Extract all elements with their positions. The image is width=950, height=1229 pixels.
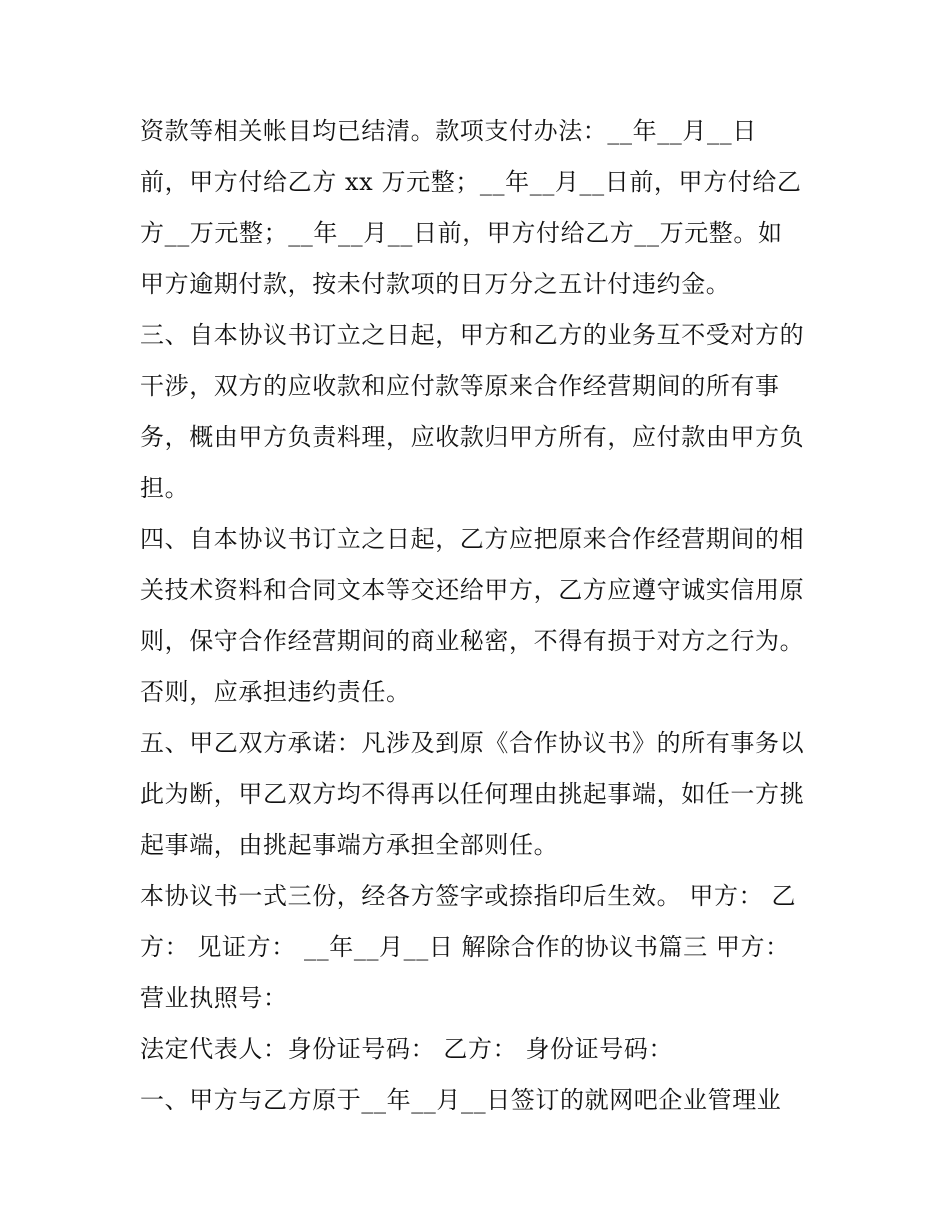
text-line: 资款等相关帐目均已结清。款项支付办法：__年__月__日 xyxy=(140,117,757,145)
text-line: 否则，应承担违约责任。 xyxy=(140,678,411,706)
text-line: 此为断，甲乙双方均不得再以任何理由挑起事端，如任一方挑 xyxy=(140,780,805,808)
clause-five-line: 五、甲乙双方承诺：凡涉及到原《合作协议书》的所有事务以 xyxy=(140,729,805,757)
text-line: 担。 xyxy=(140,474,190,502)
document-body xyxy=(140,106,830,1126)
signature-line: 方： 见证方： __年__月__日 解除合作的协议书篇三 甲方： xyxy=(140,933,790,961)
clause-one-line: 一、甲方与乙方原于__年__月__日签订的就网吧企业管理业 xyxy=(140,1086,782,1114)
text-line: 关技术资料和合同文本等交还给甲方，乙方应遵守诚实信用原 xyxy=(140,576,805,604)
representative-line: 法定代表人：身份证号码： 乙方： 身份证号码： xyxy=(140,1035,674,1063)
license-line: 营业执照号： xyxy=(140,984,288,1012)
text-line: 则，保守合作经营期间的商业秘密，不得有损于对方之行为。 xyxy=(140,627,805,655)
text-line: 方__万元整；__年__月__日前，甲方付给乙方__万元整。如 xyxy=(140,219,783,247)
text-line: 甲方逾期付款，按未付款项的日万分之五计付违约金。 xyxy=(140,270,731,298)
signature-line: 本协议书一式三份，经各方签字或捺指印后生效。 甲方： 乙 xyxy=(140,882,797,910)
text-line: 务，概由甲方负责料理，应收款归甲方所有，应付款由甲方负 xyxy=(140,423,805,451)
clause-three-line: 三、自本协议书订立之日起，甲方和乙方的业务互不受对方的 xyxy=(140,321,805,349)
text-line: 起事端，由挑起事端方承担全部则任。 xyxy=(140,831,559,859)
text-line: 前，甲方付给乙方 xx 万元整；__年__月__日前，甲方付给乙 xyxy=(140,168,802,196)
clause-four-line: 四、自本协议书订立之日起，乙方应把原来合作经营期间的相 xyxy=(140,525,805,553)
text-line: 干涉，双方的应收款和应付款等原来合作经营期间的所有事 xyxy=(140,372,780,400)
